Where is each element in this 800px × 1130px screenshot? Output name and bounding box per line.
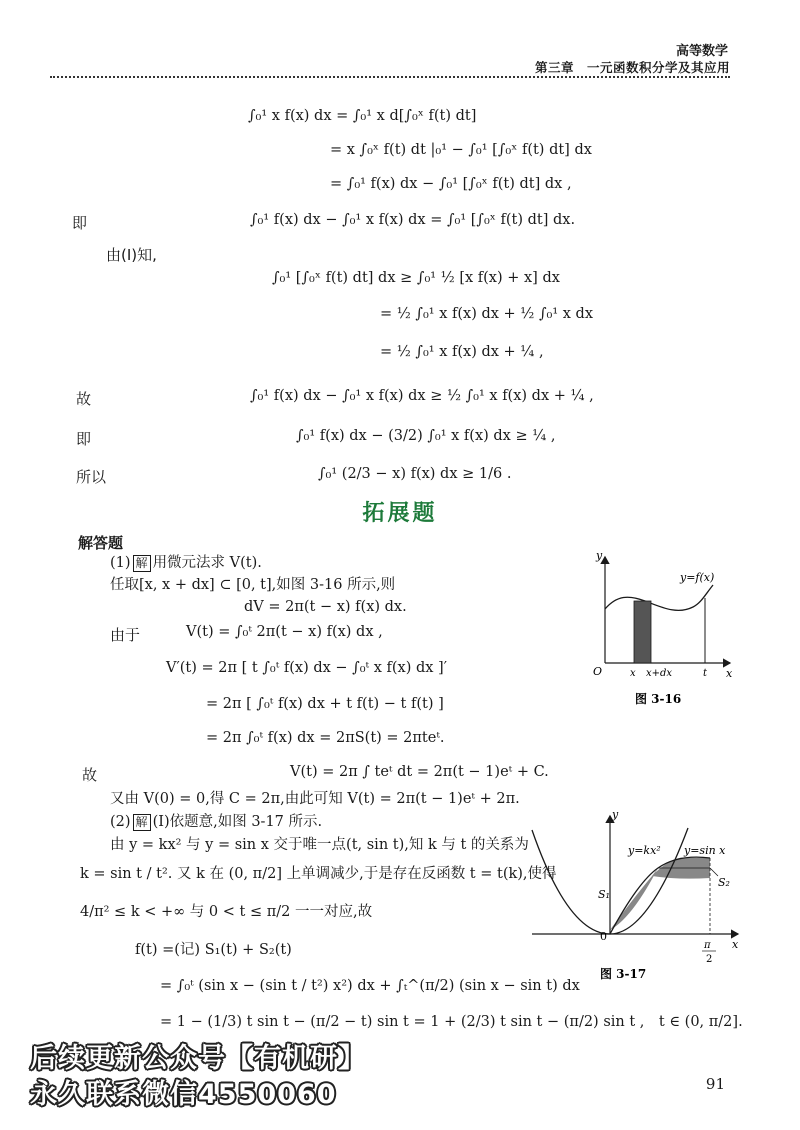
proof-eq-8: ∫₀¹ f(x) dx − ∫₀¹ x f(x) dx ≥ ½ ∫₀¹ x f(x) dx + ¼ , [250,388,594,404]
subsection-title: 解答题 [78,534,124,552]
s2-pointer [710,868,718,876]
proof-eq-4: ∫₀¹ f(x) dx − ∫₀¹ x f(x) dx = ∫₀¹ [∫₀ˣ f(t) dt] dx. [250,212,576,228]
part2-line-3: 4/π² ≤ k < +∞ 与 0 < t ≤ π/2 一一对应,故 [80,904,373,920]
proof-eq-3: = ∫₀¹ f(x) dx − ∫₀¹ [∫₀ˣ f(t) dt] dx , [330,176,572,192]
label-from-part-i: 由(Ⅰ)知, [106,246,157,264]
proof-eq-7: = ½ ∫₀¹ x f(x) dx + ¼ , [380,344,544,360]
fig317-s1: S₁ [598,888,610,901]
fig317-s2: S₂ [718,876,730,889]
part2-intro-line [110,812,322,832]
chapter-title: 第三章 一元函数积分学及其应用 [534,60,730,75]
fig317-x-label: x [732,938,739,951]
fig317-pi: π [704,940,711,951]
part2-number: (2) [110,814,131,830]
part1-intro: 用微元法求 V(t). [152,555,262,571]
label-youyu: 由于 [110,626,141,644]
part1-take: 任取[x, x + dx] ⊂ [0, t],如图 3-16 所示,则 [110,577,396,593]
proof-eq-9: ∫₀¹ f(x) dx − (3/2) ∫₀¹ x f(x) dx ≥ ¼ , [296,428,556,444]
part1-Vprime-3: = 2π ∫₀ᵗ f(x) dx = 2πS(t) = 2πteᵗ. [206,730,445,746]
fig317-y-label: y [612,810,619,821]
part2-line-1: 由 y = kx² 与 y = sin x 交于唯一点(t, sin t),知 k 与 t 的关系为 [110,837,529,853]
fig317-parabola-label: y=kx² [628,844,661,857]
shaded-strip [634,601,651,663]
part1-V-final: V(t) = 2π ∫ teᵗ dt = 2π(t − 1)eᵗ + C. [290,764,549,780]
section-title: 拓展题 [362,501,438,526]
proof-eq-10: ∫₀¹ (2/3 − x) f(x) dx ≥ 1/6 . [318,466,512,482]
part1-dV: dV = 2π(t − x) f(x) dx. [244,599,407,615]
fig316-x-tick: x [630,668,636,679]
watermark-line-2: 永久联系微信4550060 [30,1079,337,1110]
figure-3-17 [528,810,758,990]
fig317-sine-label: y=sin x [684,844,726,857]
part1-number: (1) [110,555,131,571]
label-ji: 即 [72,214,88,232]
solution-badge: 解 [133,555,151,572]
fig316-curve-label: y=f(x) [680,571,715,584]
part2-f-2: = ∫₀ᵗ (sin x − (sin t / t²) x²) dx + ∫ₜ^(π/2) (sin x − sin t) dx [160,978,580,994]
watermark-line-1: 后续更新公众号【有机研】 [30,1043,366,1074]
part1-condition: 又由 V(0) = 0,得 C = 2π,由此可知 V(t) = 2π(t − 1)eᵗ + 2π. [110,791,520,807]
label-ji-2: 即 [76,430,92,448]
solution-badge-2: 解 [133,814,151,831]
header-divider [50,76,730,78]
fig316-y-label: y [596,549,603,562]
book-title: 高等数学 [675,44,728,59]
part1-intro-line [110,553,262,573]
label-gu: 故 [76,390,92,408]
label-gu-2: 故 [82,766,98,784]
part2-f-1: f(t) =(记) S₁(t) + S₂(t) [135,942,292,958]
part2-intro: (Ⅰ)依题意,如图 3-17 所示. [152,814,323,830]
figure-3-16 [585,545,745,715]
part1-Vt: V(t) = ∫₀ᵗ 2π(t − x) f(x) dx , [186,624,383,640]
part1-Vprime-1: V′(t) = 2π [ t ∫₀ᵗ f(x) dx − ∫₀ᵗ x f(x) dx ]′ [166,660,448,676]
fig316-t-tick: t [703,668,708,679]
fig316-x-dx-tick: x+dx [646,668,673,679]
fig316-caption: 图 3-16 [635,692,682,706]
proof-eq-6: = ½ ∫₀¹ x f(x) dx + ½ ∫₀¹ x dx [380,306,593,322]
fig317-origin: 0 [600,930,607,943]
proof-eq-1: ∫₀¹ x f(x) dx = ∫₀¹ x d[∫₀ˣ f(t) dt] [248,108,477,124]
part2-line-2: k = sin t / t². 又 k 在 (0, π/2] 上单调减少,于是存在反函数 t = t(k),使得 [80,866,557,882]
curve-fx [605,585,713,610]
fig317-caption: 图 3-17 [600,967,647,981]
page-number: 91 [705,1075,725,1093]
proof-eq-5: ∫₀¹ [∫₀ˣ f(t) dt] dx ≥ ∫₀¹ ½ [x f(x) + x] dx [272,270,560,286]
fig317-pi-den: 2 [706,954,713,965]
part2-f-3: = 1 − (1/3) t sin t − (π/2 − t) sin t = 1 + (2/3) t sin t − (π/2) sin t , t ∈ (0, π/2]. [160,1014,743,1030]
fig316-x-label: x [726,667,733,680]
proof-eq-2: = x ∫₀ˣ f(t) dt |₀¹ − ∫₀¹ [∫₀ˣ f(t) dt] dx [330,142,592,158]
label-suoyi: 所以 [76,468,107,486]
part1-Vprime-2: = 2π [ ∫₀ᵗ f(x) dx + t f(t) − t f(t) ] [206,696,444,712]
fig316-origin: O [593,665,603,678]
